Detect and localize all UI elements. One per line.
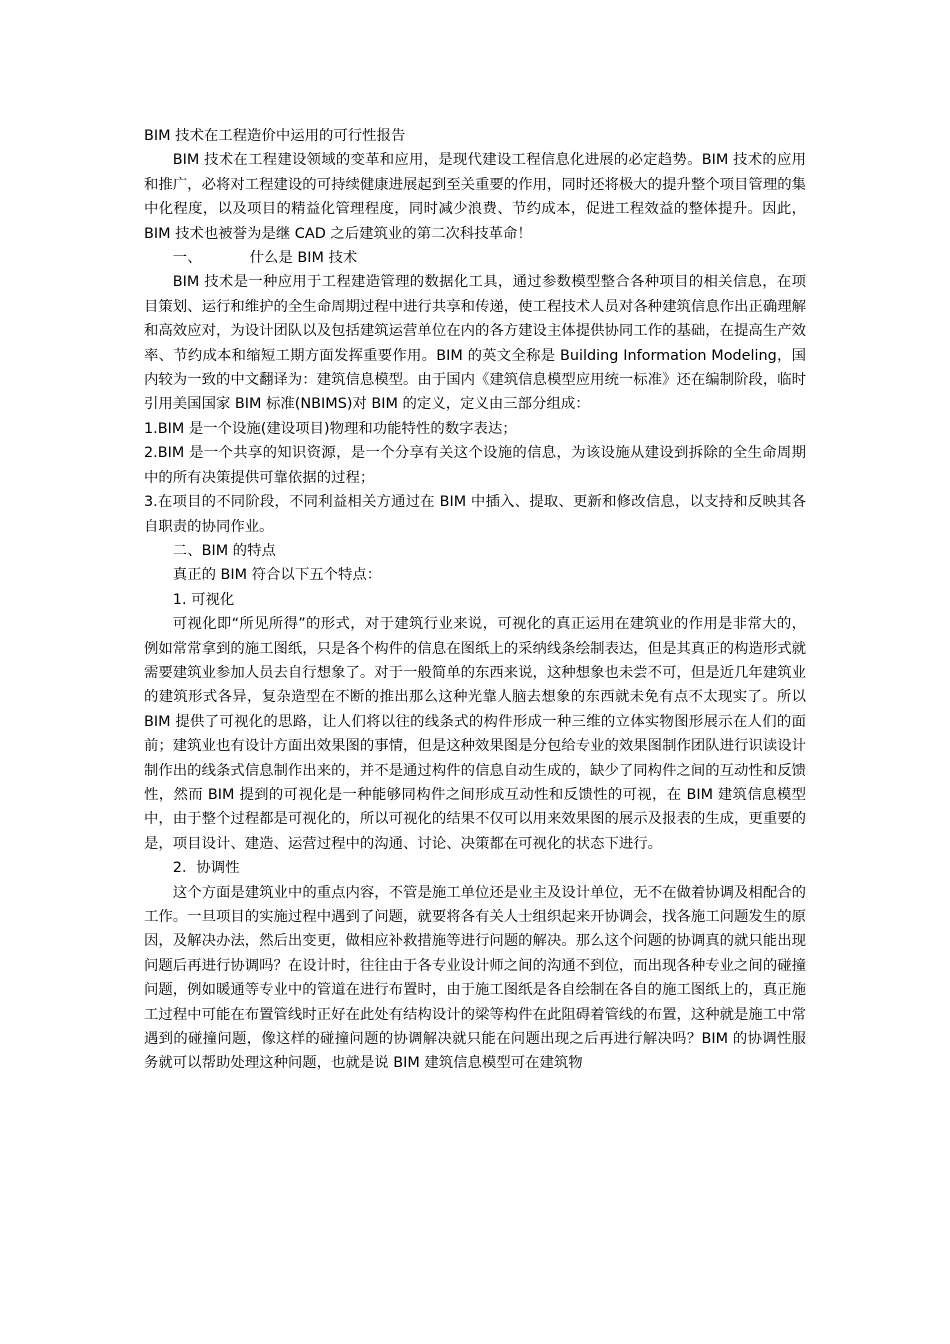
- intro-paragraph: BIM 技术在工程建设领域的变革和应用，是现代建设工程信息化进展的必定趋势。BIM 技术的应用和推广，必将对工程建设的可持续健康进展起到至关重要的作用，同时还将极大的提升整个项目管理的集中化程度，以及项目的精益化管理程度，同时减少浪费、节约成本，促进工程效益的整体提升。因此，BIM 技术也被誉为是继 CAD 之后建筑业的第二次科技革命！: [144, 152, 806, 242]
- section-1-heading: [144, 246, 806, 270]
- definition-item-2: 2.BIM 是一个共享的知识资源，是一个分享有关这个设施的信息，为该设施从建设到拆除的全生命周期中的所有决策提供可靠依据的过程；: [144, 445, 806, 486]
- section-1-title: 什么是 BIM 技术: [249, 250, 358, 267]
- subsection-2-body: 这个方面是建筑业中的重点内容，不管是施工单位还是业主及设计单位，无不在做着协调及相配合的工作。一旦项目的实施过程中遇到了问题，就要将各有关人士组织起来开协调会，找各施工问题发生的原因，及解决办法，然后出变更，做相应补救措施等进行问题的解决。那么这个问题的协调真的就只能出现问题后再进行协调吗？在设计时，往往由于各专业设计师之间的沟通不到位，而出现各种专业之间的碰撞问题，例如暖通等专业中的管道在进行布置时，由于施工图纸是各自绘制在各自的施工图纸上的，真正施工过程中可能在布置管线时正好在此处有结构设计的梁等构件在此阻碍着管线的布置，这种就是施工中常遇到的碰撞问题，像这样的碰撞问题的协调解决就只能在问题出现之后再进行解决吗？BIM 的协调性服务就可以帮助处理这种问题，也就是说 BIM 建筑信息模型可在建筑物: [144, 884, 806, 1072]
- document-page: [144, 124, 806, 1076]
- definition-item-1: 1.BIM 是一个设施(建设项目)物理和功能特性的数字表达；: [144, 420, 517, 437]
- section-1-body: BIM 技术是一种应用于工程建造管理的数据化工具，通过参数模型整合各种项目的相关信息，在项目策划、运行和维护的全生命周期过程中进行共享和传递，使工程技术人员对各种建筑信息作出正确理解和高效应对，为设计团队以及包括建筑运营单位在内的各方建设主体提供协同工作的基础，在提高生产效率、节约成本和缩短工期方面发挥重要作用。BIM 的英文全称是 Building Information Modeling，国内较为一致的中文翻译为：建筑信息模型。由于国内《建筑信息模型应用统一标准》还在编制阶段，临时引用美国国家 BIM 标准(NBIMS)对 BIM 的定义，定义由三部分组成：: [144, 274, 806, 413]
- subsection-1-heading: 1. 可视化: [172, 591, 235, 608]
- section-2-lead: 真正的 BIM 符合以下五个特点：: [172, 567, 382, 584]
- definition-item-3: 3.在项目的不同阶段，不同利益相关方通过在 BIM 中插入、提取、更新和修改信息，以支持和反映其各自职责的协同作业。: [144, 494, 806, 535]
- section-2-heading: 二、BIM 的特点: [172, 542, 276, 559]
- subsection-1-body: 可视化即“所见所得”的形式，对于建筑行业来说，可视化的真正运用在建筑业的作用是非常大的，例如常常拿到的施工图纸，只是各个构件的信息在图纸上的采纳线条绘制表达，但是其真正的构造形式就需要建筑业参加人员去自行想象了。对于一般简单的东西来说，这种想象也未尝不可，但是近几年建筑业的建筑形式各异，复杂造型在不断的推出那么这种光靠人脑去想象的东西就未免有点不太现实了。所以 BIM 提供了可视化的思路，让人们将以往的线条式的构件形成一种三维的立体实物图形展示在人们的面前；建筑业也有设计方面出效果图的事情，但是这种效果图是分包给专业的效果图制作团队进行识读设计制作出的线条式信息制作出来的，并不是通过构件的信息自动生成的，缺少了同构件之间的互动性和反馈性，然而 BIM 提到的可视化是一种能够同构件之间形成互动性和反馈性的可视，在 BIM 建筑信息模型中，由于整个过程都是可视化的，所以可视化的结果不仅可以用来效果图的展示及报表的生成，更重要的是，项目设计、建造、运营过程中的沟通、讨论、决策都在可视化的状态下进行。: [144, 616, 806, 852]
- section-1-number: 一、: [172, 250, 202, 267]
- subsection-2-heading: 2．协调性: [172, 860, 240, 877]
- document-title: BIM 技术在工程造价中运用的可行性报告: [144, 128, 406, 144]
